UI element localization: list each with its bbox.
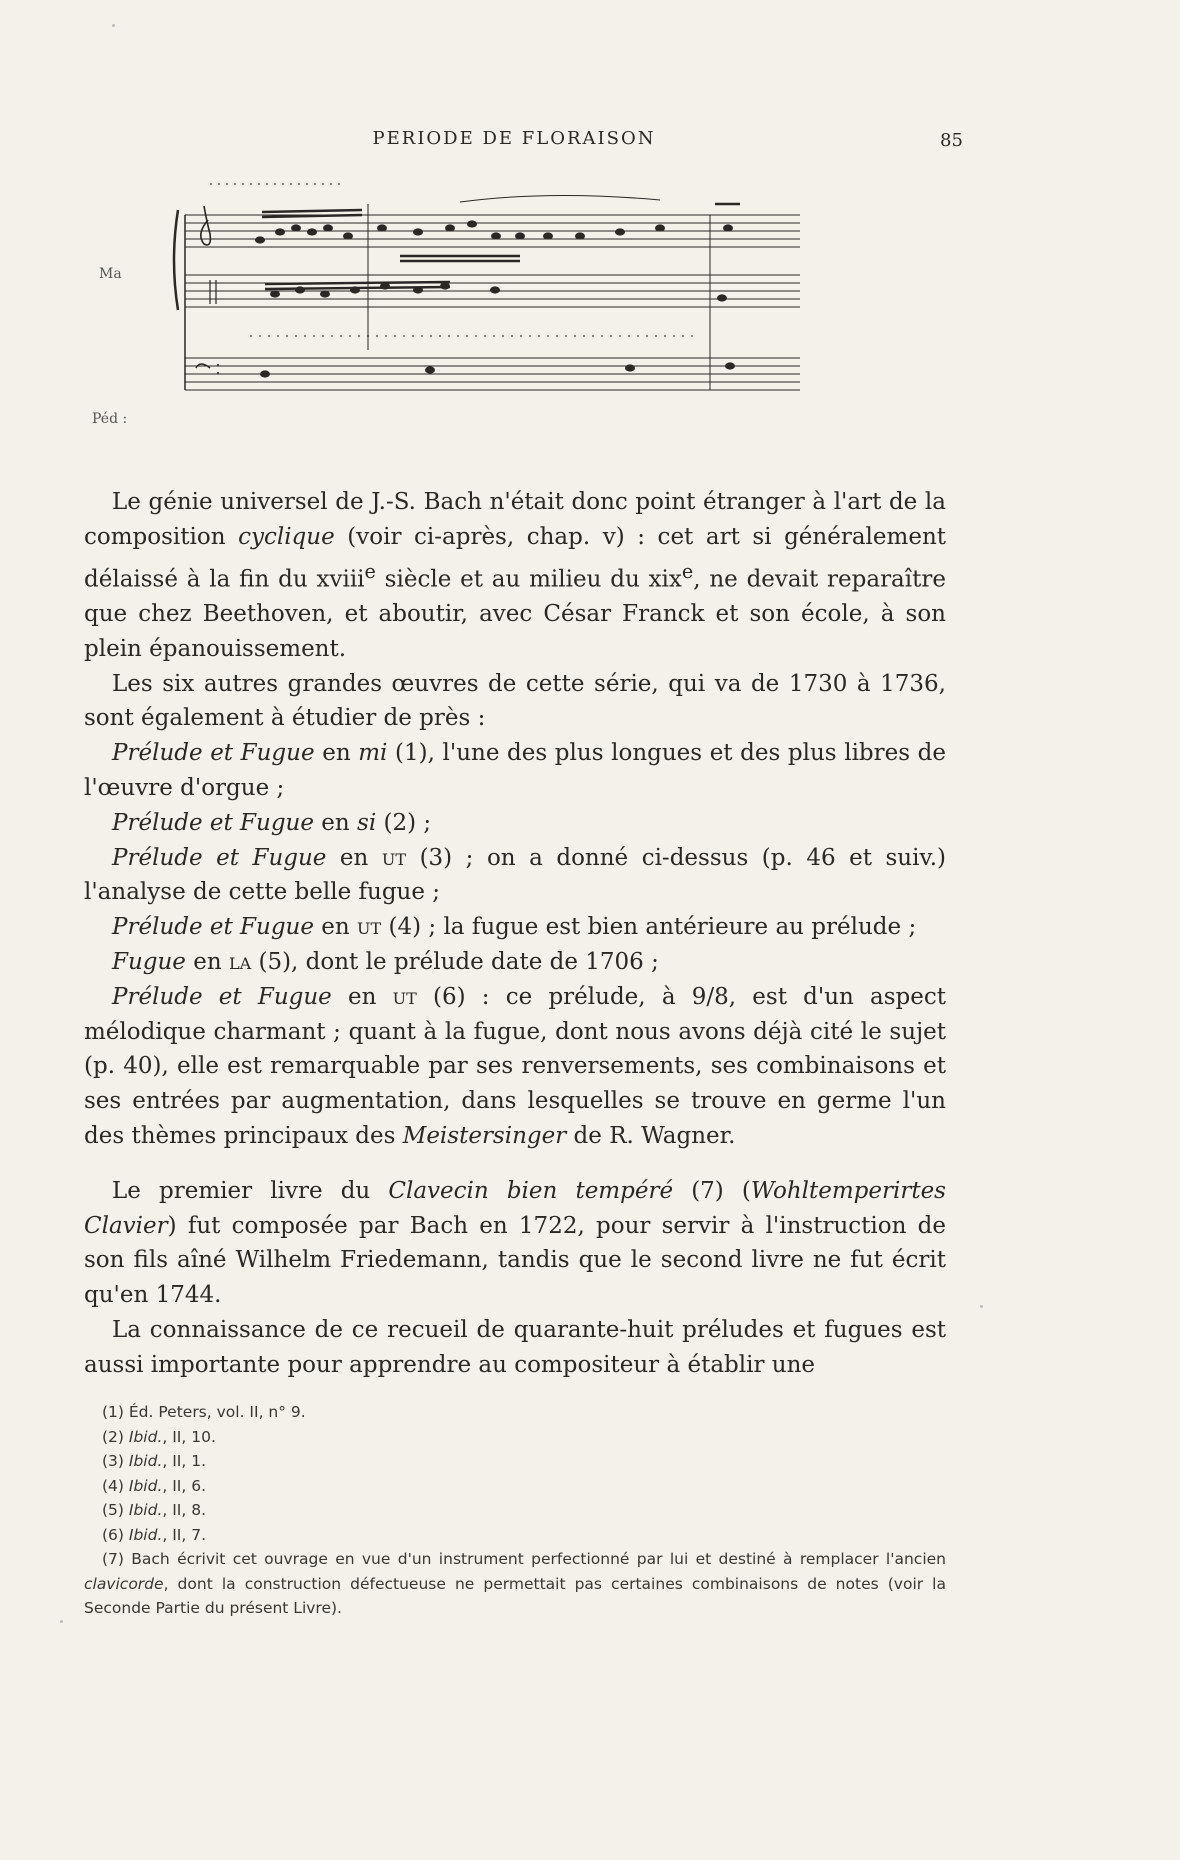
paragraph: Le premier livre du Clavecin bien tempéré (7) (Wohltemperirtes Clavier) fut composée par Bach en 1722, pour servir à l'instruction de son fils aîné Wilhelm Friedemann, tandis que le second livre ne fut écrit qu'en 1744. [84,1177,946,1309]
music-notation [92,190,810,465]
main-text [84,485,946,1383]
footnote: (7) Bach écrivit cet ouvrage en vue d'un instrument perfectionné par lui et destiné à remplacer l'ancien clavicorde, dont la construction défectueuse ne permettait pas certaines combinaisons de notes (voir la Seconde Partie du présent Livre). [84,1550,946,1617]
list-item: Prélude et Fugue en ut (3) ; on a donné ci-dessus (p. 46 et suiv.) l'analyse de cette belle fugue ; [84,844,947,906]
staff-pedal [185,358,800,390]
footnote: (5) Ibid., II, 8. [102,1501,207,1519]
list-item: Fugue en la (5), dont le prélude date de 1706 ; [112,949,659,976]
running-title: PERIODE DE FLORAISON [372,128,656,149]
footnote: (2) Ibid., II, 10. [102,1427,216,1446]
footnotes [84,1400,946,1621]
brace [174,210,178,310]
paragraph: La connaissance de ce recueil de quarante-huit préludes et fugues est aussi importante pour apprendre au compositeur à établir une [84,1316,946,1378]
list-item: Prélude et Fugue en ut (6) : ce prélude, à 9/8, est d'un aspect mélodique charmant ; quant à la fugue, dont nous avons déjà cité le sujet (p. 40), elle est remarquable par ses renversements, ses combinaisons et ses entrées par augmentation, dans lesquelles se trouve en germe l'un des thèmes principaux des Meistersinger de R. Wagner. [84,983,947,1149]
list-item: Prélude et Fugue en mi (1), l'une des plus longues et des plus libres de l'œuvre d'orgue ; [84,740,947,802]
list-item: Prélude et Fugue en ut (4) ; la fugue est bien antérieure au prélude ; [112,914,917,941]
footnote: (6) Ibid., II, 7. [102,1525,207,1544]
music-score-excerpt [92,190,810,465]
pedal-label: Péd : [92,411,128,427]
footnote: (3) Ibid., II, 1. [102,1452,207,1470]
paper-speck [980,1305,983,1308]
paragraph: Les six autres grandes œuvres de cette série, qui va de 1730 à 1736, sont également à étudier de près : [84,670,946,732]
paragraph: Le génie universel de J.-S. Bach n'était donc point étranger à l'art de la composition cyclique (voir ci-après, chap. v) : cet art si généralement délaissé à la fin du xviii$^e$ siècle et au milieu du xix$^e$, ne devait reparaître que chez Beethoven, et aboutir, avec César Franck et son école, à son plein épanouissement. [84,489,946,662]
page-number: 85 [940,130,963,151]
manuals-label: Ma [99,266,122,282]
footnote: (1) Éd. Peters, vol. II, n° 9. [102,1403,306,1421]
paper-speck [60,1620,63,1623]
list-item: Prélude et Fugue en si (2) ; [112,809,432,836]
footnote: (4) Ibid., II, 6. [102,1476,207,1495]
paper-speck [112,24,115,27]
